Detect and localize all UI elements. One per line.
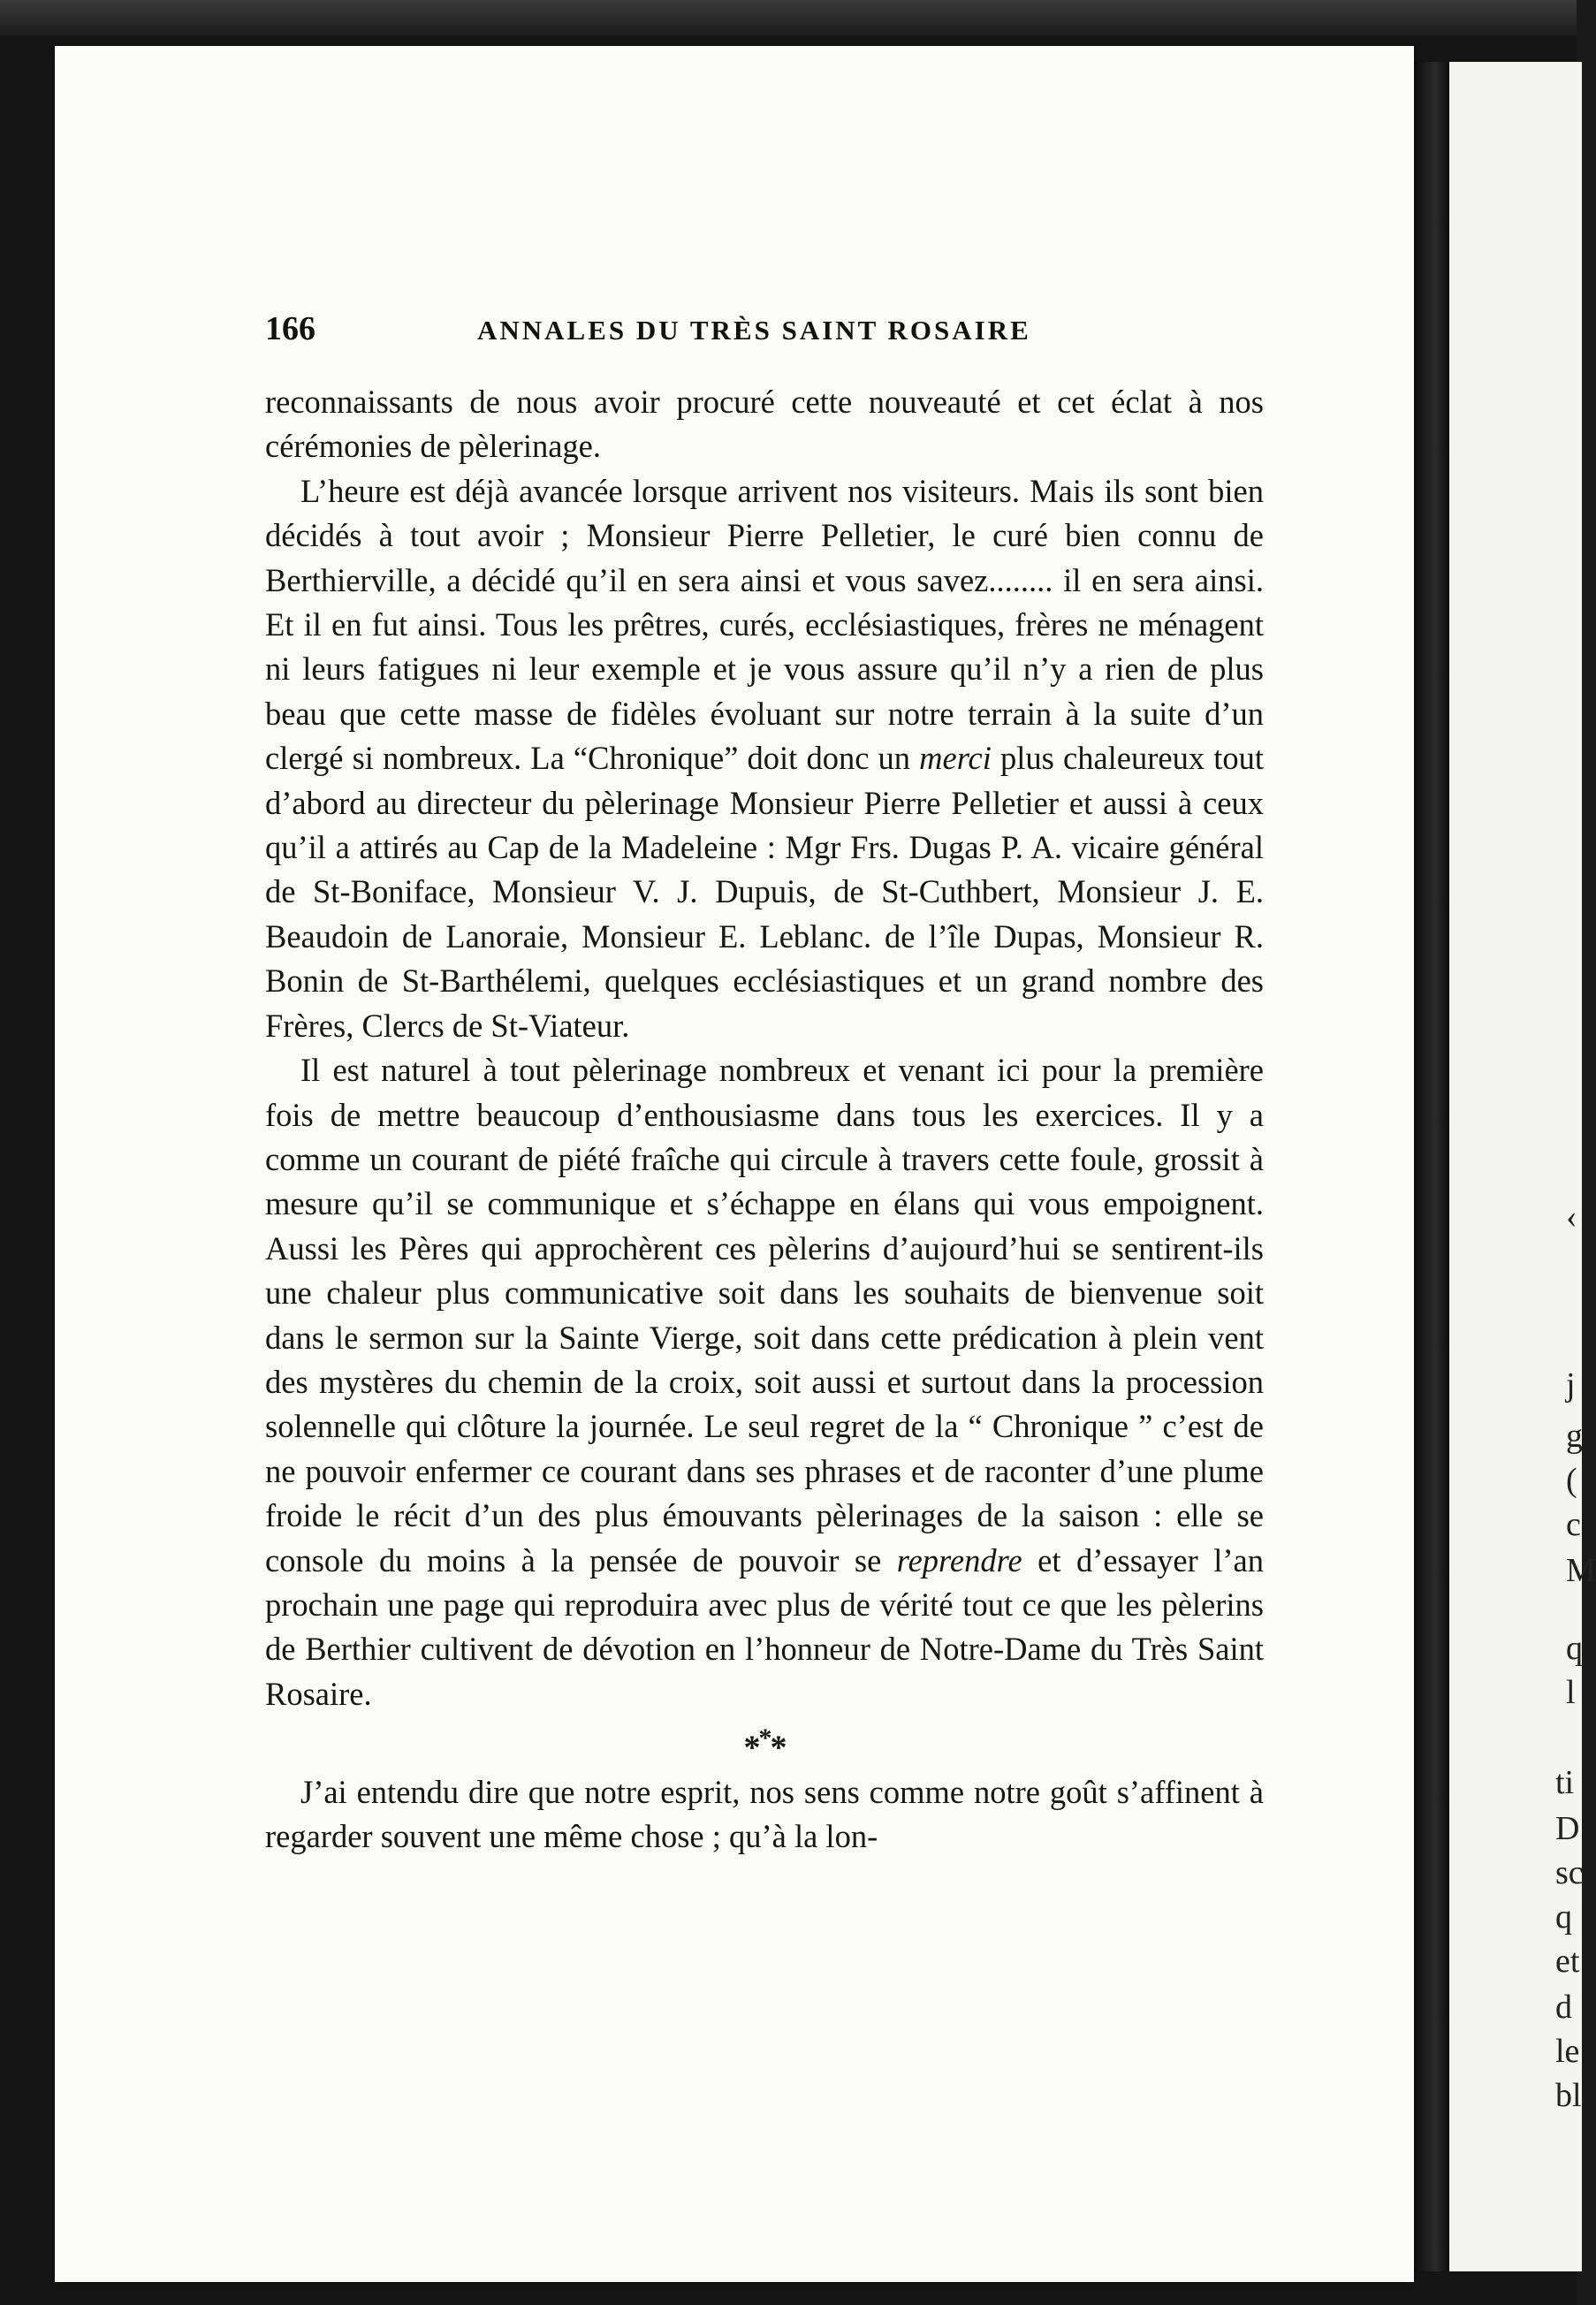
- paragraph-2-text-a: L’heure est déjà avancée lorsque arrivent nos visiteurs. Mais ils sont bien décidés à tout avoir ; Monsieur Pierre Pelletier, le curé bien connu de Berthierville, a décidé qu’il en sera ainsi et vous savez........ il en sera ainsi. Et il en fut ainsi. Tous les prêtres, curés, ecclésiastiques, frères ne ménagent ni leurs fatigues ni leur exemple et je vous assure qu’il n’y a rien de plus beau que cette masse de fidèles évoluant sur notre terrain à la suite d’un clergé si nombreux. La “Chronique” doit donc un: [265, 472, 1264, 777]
- facing-page-fragment: ti: [1555, 1764, 1575, 1801]
- facing-page-fragment: j: [1566, 1366, 1576, 1404]
- paragraph-4: J’ai entendu dire que notre esprit, nos sens comme notre goût s’affinent à regarder souvent une même chose ; qu’à la lon-: [265, 1773, 1264, 1855]
- facing-page-fragment: ‹: [1566, 1198, 1577, 1236]
- paragraph-3-emphasis: reprendre: [896, 1541, 1022, 1579]
- paragraph-1: reconnaissants de nous avoir procuré cette nouveauté et cet éclat à nos cérémonies de pèlerinage.: [265, 384, 1264, 465]
- paragraph-2: [265, 469, 1264, 1048]
- page-number: 166: [265, 310, 315, 347]
- running-title: ANNALES DU TRÈS SAINT ROSAIRE: [477, 315, 1031, 346]
- paragraph-3: [265, 1048, 1264, 1716]
- facing-page-fragment: sc: [1555, 1854, 1584, 1891]
- facing-page-fragment: bl: [1555, 2077, 1582, 2114]
- facing-page-fragment: g: [1566, 1418, 1583, 1455]
- asterism-left-star: *: [743, 1729, 759, 1767]
- facing-page-fragment: q: [1555, 1898, 1572, 1936]
- facing-page-fragment: D: [1555, 1810, 1580, 1847]
- paragraph-3-text-a: Il est naturel à tout pèlerinage nombreux et venant ici pour la première fois de mettre beaucoup d’enthousiasme dans tous les exercices. Il y a comme un courant de piété fraîche qui circule à travers cette foule, grossit à mesure qu’il se communique et s’échappe en élans qui vous empoignent. Aussi les Pères qui approchèrent ces pèlerins d’aujourd’hui se sentirent-ils une chaleur plus communicative soit dans les souhaits de bienvenue soit dans le sermon sur la Sainte Vierge, soit dans cette prédication à plein vent des mystères du chemin de la croix, soit aussi et surtout dans la procession solennelle qui clôture la journée. Le seul regret de la “ Chronique ” c’est de ne pouvoir enfermer ce courant dans ses phrases et de raconter d’une plume froide le récit d’un des plus émouvants pèlerinages de la saison : elle se console du moins à la pensée de pouvoir se: [265, 1052, 1264, 1579]
- facing-page-fragment: l: [1566, 1674, 1576, 1711]
- paragraph-2-text-b: plus chaleureux tout d’abord au directeur du pèlerinage Monsieur Pierre Pelletier et aussi à ceux qu’il a attirés au Cap de la Madeleine : Mgr Frs. Dugas P. A. vicaire général de St-Boniface, Monsieur V. J. Dupuis, de St-Cuthbert, Monsieur J. E. Beaudoin de Lanoraie, Monsieur E. Leblanc. de l’île Dupas, Monsieur R. Bonin de St-Barthélemi, quelques ecclésiastiques et un grand nombre des Frères, Clercs de St-Viateur.: [265, 740, 1264, 1044]
- book-spine-shadow: [1414, 62, 1449, 2271]
- facing-page-fragment: M: [1566, 1552, 1596, 1589]
- body-text: [265, 380, 1264, 1860]
- asterism-right-star: *: [770, 1729, 786, 1767]
- facing-page-fragment: le: [1555, 2033, 1580, 2070]
- scan-top-edge: [0, 0, 1577, 35]
- facing-page-fragment: q: [1566, 1630, 1583, 1667]
- asterism-top-star: *: [758, 1723, 771, 1753]
- paragraph-2-emphasis: merci: [919, 740, 992, 777]
- paragraph-3-text-b: et d’essayer l’an prochain une page qui reproduira avec plus de vérité tout ce que les pèlerins de Berthier cultivent de dévotion en l’honneur de Notre-Dame du Très Saint Rosaire.: [265, 1541, 1264, 1712]
- facing-page-fragment: et: [1555, 1943, 1580, 1980]
- facing-page-fragment: (: [1566, 1462, 1577, 1499]
- facing-page-fragment: c: [1566, 1506, 1581, 1543]
- section-asterism: [265, 1716, 1264, 1770]
- facing-page-fragment: d: [1555, 1989, 1572, 2026]
- facing-page-edge: [1449, 62, 1596, 2271]
